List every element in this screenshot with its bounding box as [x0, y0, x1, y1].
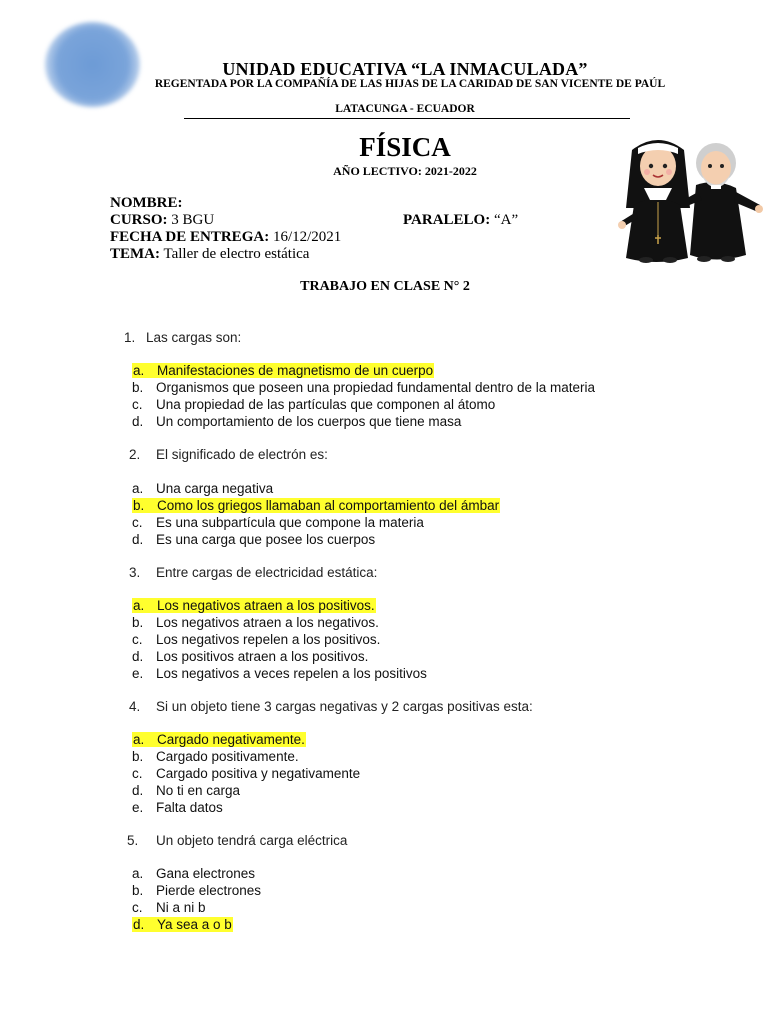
question-5	[127, 833, 347, 848]
option-text: Ni a ni b	[156, 900, 206, 915]
question-text: El significado de electrón es:	[156, 447, 328, 462]
option-letter: d.	[132, 649, 144, 664]
option-5d	[132, 917, 233, 932]
option-letter: a.	[133, 363, 145, 378]
tema-label: TEMA:	[110, 246, 160, 262]
option-3a	[132, 598, 376, 613]
option-3b	[132, 615, 379, 630]
question-number: 2.	[129, 447, 141, 462]
school-name: UNIDAD EDUCATIVA “LA INMACULADA”	[222, 59, 588, 79]
question-number: 1.	[124, 330, 136, 345]
option-4a	[132, 732, 306, 747]
option-letter: b.	[133, 498, 145, 513]
option-letter: d.	[132, 532, 144, 547]
school-subtitle: REGENTADA POR LA COMPAÑÍA DE LAS HIJAS DE LA CARIDAD DE SAN VICENTE DE PAÚL	[154, 78, 666, 90]
work-title: TRABAJO EN CLASE N° 2	[300, 279, 470, 294]
question-number: 4.	[129, 699, 141, 714]
question-4	[129, 699, 533, 714]
option-text: Una propiedad de las partículas que componen al átomo	[156, 397, 496, 412]
option-text: Como los griegos llamaban al comportamiento del ámbar	[157, 498, 500, 513]
option-letter: c.	[132, 632, 143, 647]
option-text: Es una carga que posee los cuerpos	[156, 532, 376, 547]
option-1c	[132, 397, 495, 412]
question-text: Entre cargas de electricidad estática:	[156, 565, 378, 580]
option-letter: b.	[132, 883, 144, 898]
fecha-line	[110, 229, 341, 246]
option-1a	[132, 363, 434, 378]
school-location: LATACUNGA - ECUADOR	[335, 103, 475, 115]
curso-value: 3 BGU	[171, 212, 215, 228]
question-3	[129, 565, 377, 580]
option-letter: d.	[132, 783, 144, 798]
option-text: Falta datos	[156, 800, 223, 815]
option-text: Un comportamiento de los cuerpos que tiene masa	[156, 414, 462, 429]
paralelo-label: PARALELO:	[403, 212, 491, 228]
nombre-label: NOMBRE:	[110, 195, 183, 211]
paralelo-value: “A”	[493, 212, 519, 228]
question-text: Un objeto tendrá carga eléctrica	[156, 833, 348, 848]
option-text: Los negativos atraen a los positivos.	[157, 598, 375, 613]
nun-figure	[618, 140, 690, 263]
option-3d	[132, 649, 368, 664]
tema-value: Taller de electro estática	[163, 246, 310, 262]
priest-figure	[680, 143, 763, 262]
option-4d	[132, 783, 240, 798]
option-1d	[132, 414, 461, 429]
question-number: 5.	[127, 833, 139, 848]
option-letter: d.	[133, 917, 145, 932]
option-letter: a.	[133, 598, 145, 613]
option-letter: a.	[133, 732, 145, 747]
option-letter: c.	[132, 766, 143, 781]
option-text: Los negativos a veces repelen a los positivos	[156, 666, 427, 681]
option-text: Gana electrones	[156, 866, 256, 881]
option-text: Pierde electrones	[156, 883, 262, 898]
option-letter: c.	[132, 397, 143, 412]
option-3c	[132, 632, 380, 647]
option-text: Una carga negativa	[156, 481, 274, 496]
option-text: Es una subpartícula que compone la materia	[156, 515, 424, 530]
option-letter: e.	[132, 800, 144, 815]
option-text: Ya sea a o b	[157, 917, 232, 932]
option-letter: c.	[132, 515, 143, 530]
option-text: No ti en carga	[156, 783, 241, 798]
paralelo-line	[403, 212, 518, 229]
fecha-value: 16/12/2021	[272, 229, 342, 245]
school-year: AÑO LECTIVO: 2021-2022	[333, 164, 477, 178]
option-letter: d.	[132, 414, 144, 429]
question-1	[124, 330, 241, 345]
curso-label: CURSO:	[110, 212, 168, 228]
option-5b	[132, 883, 261, 898]
option-3e	[132, 666, 427, 681]
option-text: Organismos que poseen una propiedad fundamental dentro de la materia	[156, 380, 596, 395]
option-text: Cargado positiva y negativamente	[156, 766, 361, 781]
option-text: Los negativos repelen a los positivos.	[156, 632, 381, 647]
subject-title: FÍSICA	[359, 132, 451, 162]
option-2a	[132, 481, 273, 496]
fecha-label: FECHA DE ENTREGA:	[110, 229, 270, 245]
option-letter: b.	[132, 615, 144, 630]
option-4b	[132, 749, 299, 764]
option-letter: c.	[132, 900, 143, 915]
option-text: Cargado positivamente.	[156, 749, 299, 764]
tema-line	[110, 246, 309, 263]
nun-and-priest-illustration	[618, 130, 763, 265]
option-letter: a.	[132, 866, 144, 881]
option-text: Los negativos atraen a los negativos.	[156, 615, 379, 630]
option-letter: b.	[132, 749, 144, 764]
option-letter: a.	[132, 481, 144, 496]
question-text: Las cargas son:	[146, 330, 242, 345]
option-5c	[132, 900, 206, 915]
nombre-line	[110, 195, 183, 212]
option-4e	[132, 800, 223, 815]
header-divider	[184, 118, 630, 119]
question-2	[129, 447, 328, 462]
option-2b	[132, 498, 500, 513]
option-text: Cargado negativamente.	[157, 732, 305, 747]
question-text: Si un objeto tiene 3 cargas negativas y 2 cargas positivas esta:	[156, 699, 533, 714]
option-text: Manifestaciones de magnetismo de un cuerpo	[157, 363, 434, 378]
option-2d	[132, 532, 375, 547]
option-letter: e.	[132, 666, 144, 681]
option-4c	[132, 766, 360, 781]
option-letter: b.	[132, 380, 144, 395]
option-1b	[132, 380, 595, 395]
option-text: Los positivos atraen a los positivos.	[156, 649, 369, 664]
option-2c	[132, 515, 424, 530]
question-number: 3.	[129, 565, 141, 580]
option-5a	[132, 866, 255, 881]
curso-line	[110, 212, 214, 229]
